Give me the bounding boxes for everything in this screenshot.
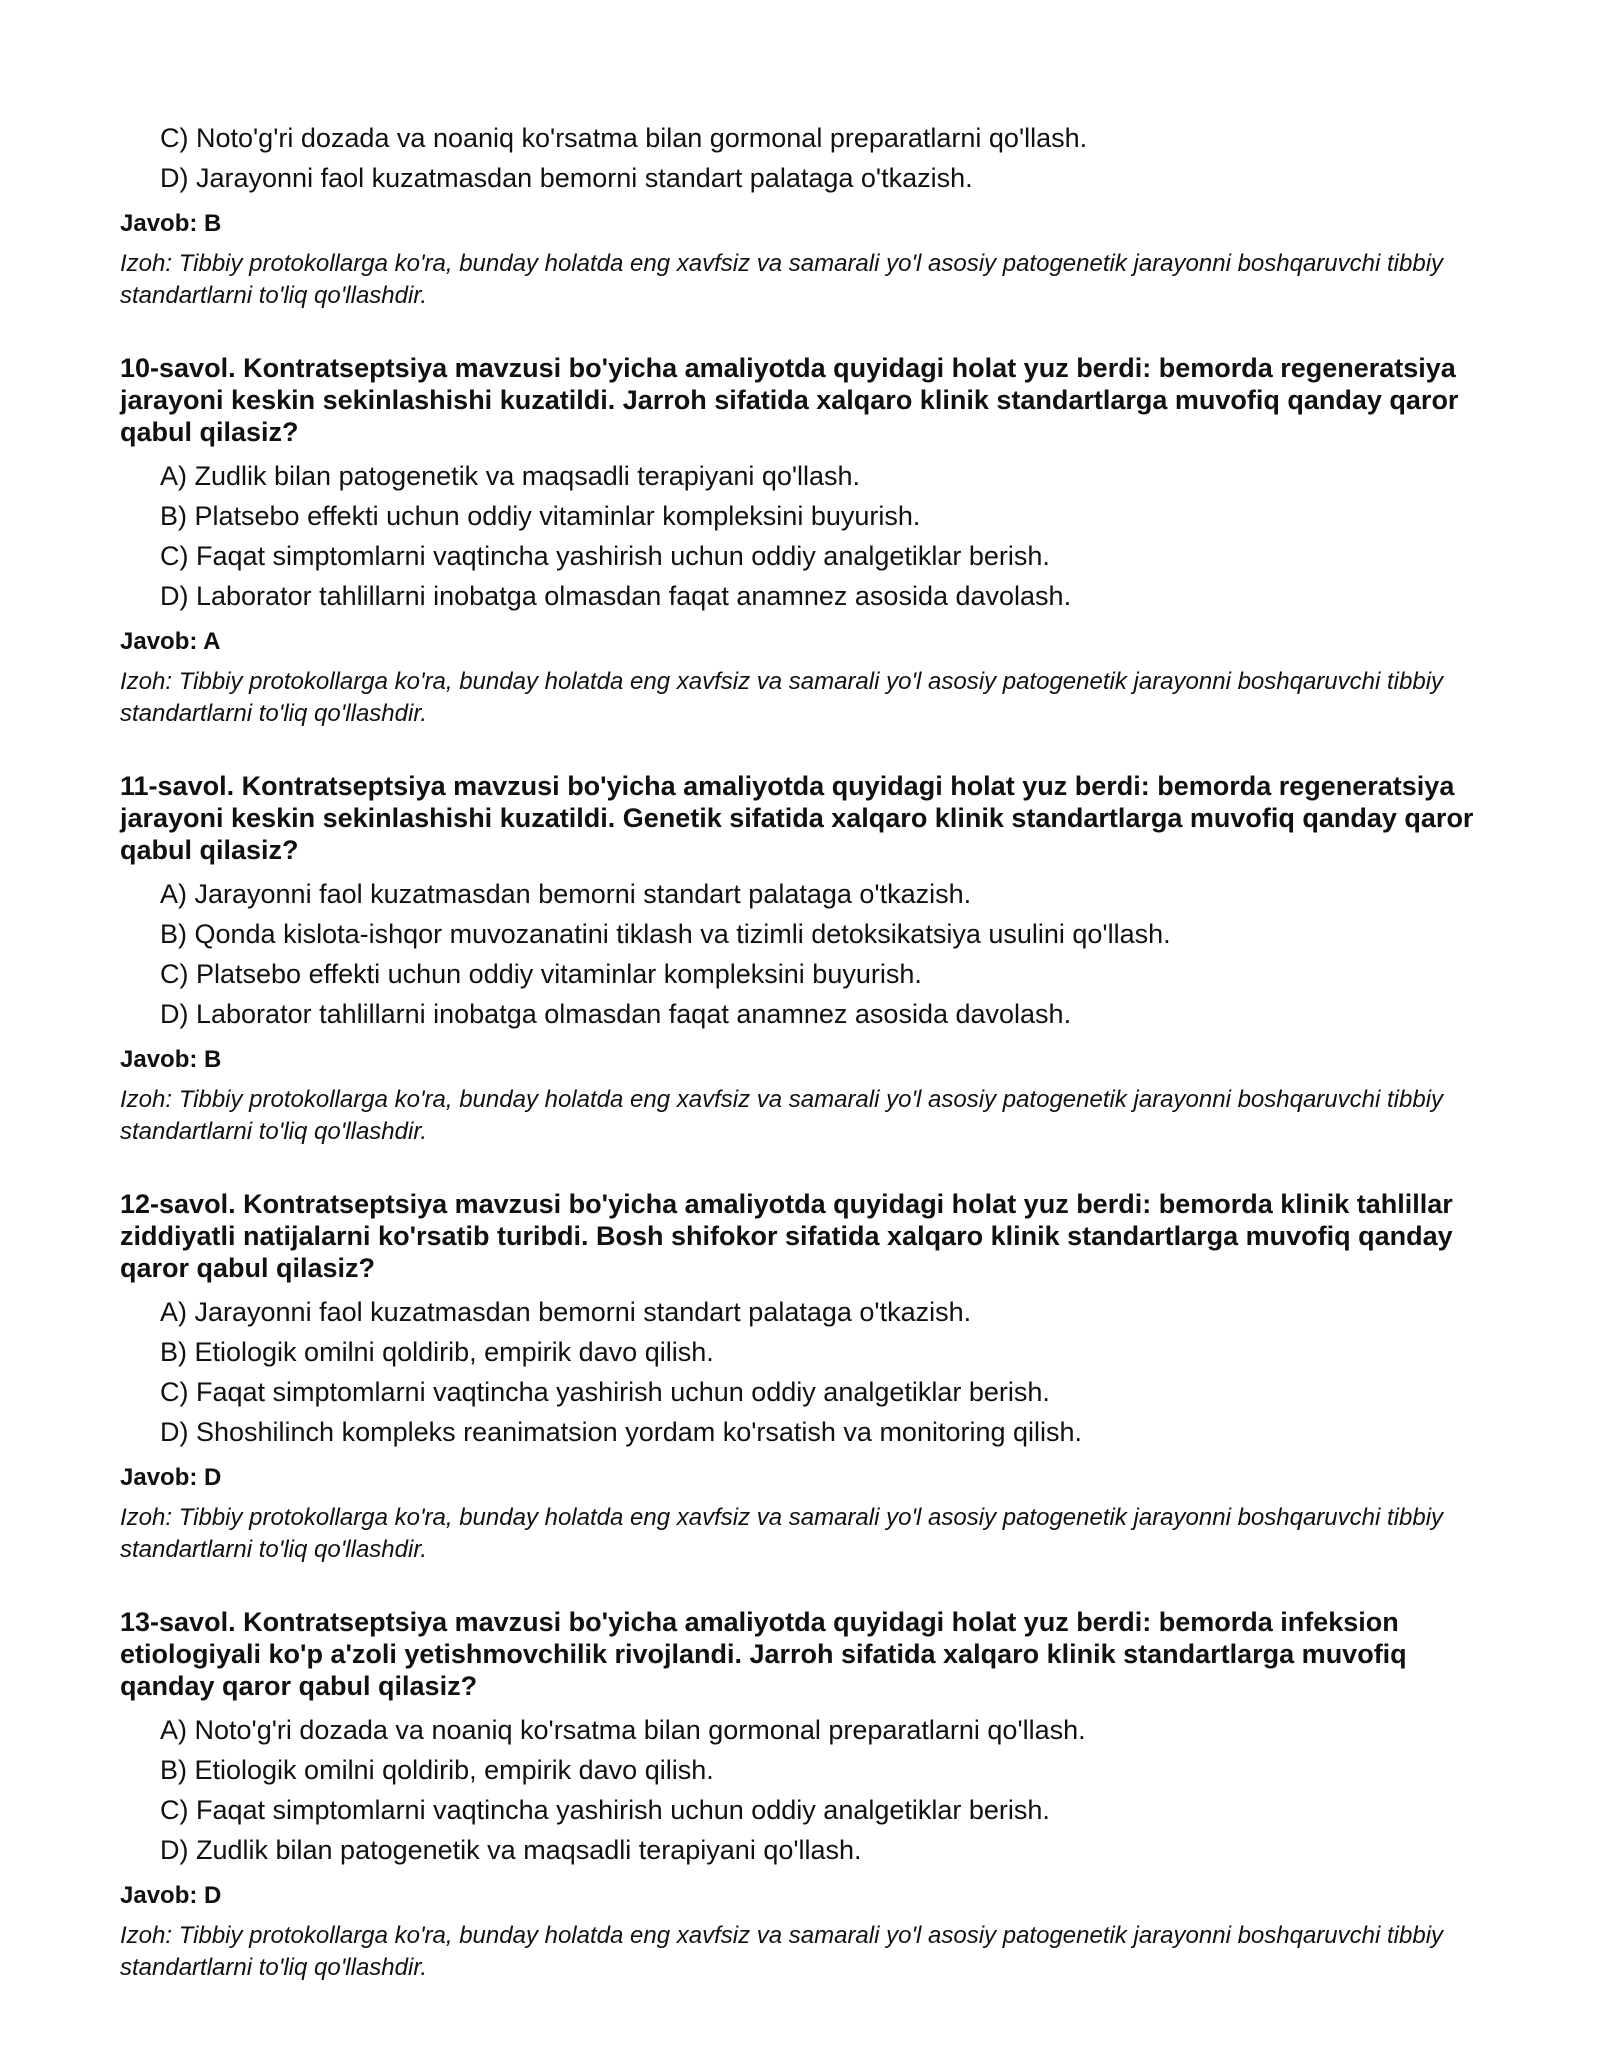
option-b: B) Platsebo effekti uchun oddiy vitaminlar kompleksini buyurish. <box>160 501 921 531</box>
option-b: B) Qonda kislota-ishqor muvozanatini tiklash va tizimli detoksikatsiya usulini qo'llash. <box>160 919 1171 949</box>
question-13 <box>120 1606 1500 1984</box>
option-d: D) Laborator tahlillarni inobatga olmasdan faqat anamnez asosida davolash. <box>160 999 1072 1029</box>
question-11 <box>120 770 1500 1148</box>
explanation-note: Izoh: Tibbiy protokollarga ko'ra, bunday holatda eng xavfsiz va samarali yo'l asosiy patogenetik jarayonni boshqaruvchi tibbiy standartlarni to'liq qo'llashdir. <box>120 1922 1444 1981</box>
explanation-note: Izoh: Tibbiy protokollarga ko'ra, bunday holatda eng xavfsiz va samarali yo'l asosiy patogenetik jarayonni boshqaruvchi tibbiy standartlarni to'liq qo'llashdir. <box>120 1504 1444 1563</box>
option-a: A) Zudlik bilan patogenetik va maqsadli terapiyani qo'llash. <box>160 461 861 491</box>
answer-options <box>120 456 1500 616</box>
question-9-continuation <box>120 118 1500 312</box>
explanation-note: Izoh: Tibbiy protokollarga ko'ra, bunday holatda eng xavfsiz va samarali yo'l asosiy patogenetik jarayonni boshqaruvchi tibbiy standartlarni to'liq qo'llashdir. <box>120 250 1444 309</box>
answer-options <box>120 118 1500 198</box>
explanation-note: Izoh: Tibbiy protokollarga ko'ra, bunday holatda eng xavfsiz va samarali yo'l asosiy patogenetik jarayonni boshqaruvchi tibbiy standartlarni to'liq qo'llashdir. <box>120 668 1444 727</box>
question-text: 12-savol. Kontratseptsiya mavzusi bo'yicha amaliyotda quyidagi holat yuz berdi: bemorda klinik tahlillar ziddiyatli natijalarni ko'rsatib turibdi. Bosh shifokor sifatida xalqaro klinik standartlarga muvofiq qanday qaror qabul qilasiz? <box>120 1189 1453 1283</box>
option-c: C) Faqat simptomlarni vaqtincha yashirish uchun oddiy analgetiklar berish. <box>160 1795 1050 1825</box>
question-12 <box>120 1188 1500 1566</box>
option-a: A) Jarayonni faol kuzatmasdan bemorni standart palataga o'tkazish. <box>160 1297 972 1327</box>
option-b: B) Etiologik omilni qoldirib, empirik davo qilish. <box>160 1755 714 1785</box>
question-text: 13-savol. Kontratseptsiya mavzusi bo'yicha amaliyotda quyidagi holat yuz berdi: bemorda infeksion etiologiyali ko'p a'zoli yetishmovchilik rivojlandi. Jarroh sifatida xalqaro klinik standartlarga muvofiq qanday qaror qabul qilasiz? <box>120 1607 1407 1701</box>
question-text: 10-savol. Kontratseptsiya mavzusi bo'yicha amaliyotda quyidagi holat yuz berdi: bemorda regeneratsiya jarayoni keskin sekinlashishi kuzatildi. Jarroh sifatida xalqaro klinik standartlarga muvofiq qanday qaror qabul qilasiz? <box>120 353 1459 447</box>
explanation-note: Izoh: Tibbiy protokollarga ko'ra, bunday holatda eng xavfsiz va samarali yo'l asosiy patogenetik jarayonni boshqaruvchi tibbiy standartlarni to'liq qo'llashdir. <box>120 1086 1444 1145</box>
option-c: C) Platsebo effekti uchun oddiy vitaminlar kompleksini buyurish. <box>160 959 922 989</box>
answer-label: Javob: A <box>120 628 221 655</box>
answer-options <box>120 1292 1500 1452</box>
document-page <box>120 118 1500 1984</box>
answer-label: Javob: B <box>120 210 222 237</box>
option-a: A) Jarayonni faol kuzatmasdan bemorni standart palataga o'tkazish. <box>160 879 972 909</box>
option-c: C) Noto'g'ri dozada va noaniq ko'rsatma bilan gormonal preparatlarni qo'llash. <box>160 123 1088 153</box>
answer-options <box>120 874 1500 1034</box>
question-10 <box>120 352 1500 730</box>
answer-label: Javob: B <box>120 1046 222 1073</box>
option-b: B) Etiologik omilni qoldirib, empirik davo qilish. <box>160 1337 714 1367</box>
option-d: D) Shoshilinch kompleks reanimatsion yordam ko'rsatish va monitoring qilish. <box>160 1417 1083 1447</box>
option-d: D) Zudlik bilan patogenetik va maqsadli terapiyani qo'llash. <box>160 1835 862 1865</box>
answer-options <box>120 1710 1500 1870</box>
option-a: A) Noto'g'ri dozada va noaniq ko'rsatma bilan gormonal preparatlarni qo'llash. <box>160 1715 1086 1745</box>
option-c: C) Faqat simptomlarni vaqtincha yashirish uchun oddiy analgetiklar berish. <box>160 541 1050 571</box>
question-text: 11-savol. Kontratseptsiya mavzusi bo'yicha amaliyotda quyidagi holat yuz berdi: bemorda regeneratsiya jarayoni keskin sekinlashishi kuzatildi. Genetik sifatida xalqaro klinik standartlarga muvofiq qanday qaror qabul qilasiz? <box>120 771 1474 865</box>
option-c: C) Faqat simptomlarni vaqtincha yashirish uchun oddiy analgetiklar berish. <box>160 1377 1050 1407</box>
option-d: D) Laborator tahlillarni inobatga olmasdan faqat anamnez asosida davolash. <box>160 581 1072 611</box>
answer-label: Javob: D <box>120 1464 222 1491</box>
answer-label: Javob: D <box>120 1882 222 1909</box>
option-d: D) Jarayonni faol kuzatmasdan bemorni standart palataga o'tkazish. <box>160 163 973 193</box>
